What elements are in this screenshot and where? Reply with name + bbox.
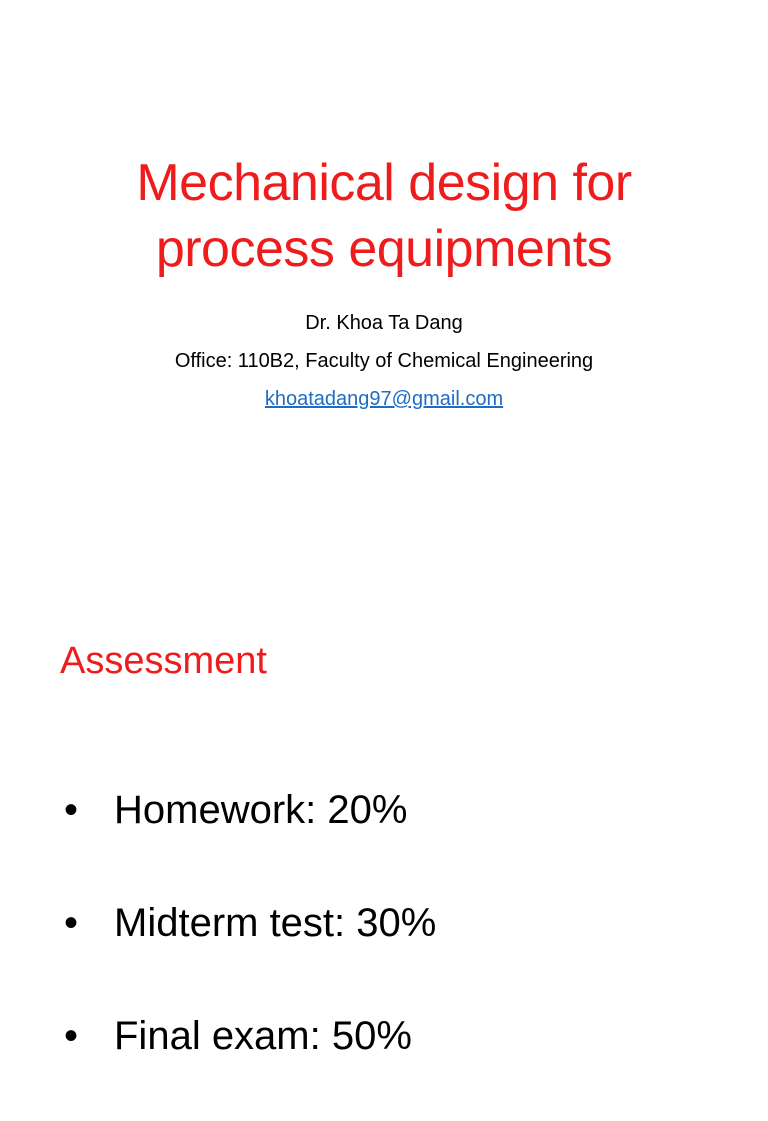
list-item-midterm [64,895,436,951]
slide-title-line-1: Mechanical design for [136,154,632,212]
office-info: Office: 110B2, Faculty of Chemical Engineering [174,350,594,372]
list-item-text: Final exam: 50% [114,1013,412,1058]
assessment-list [64,782,436,1121]
slide-title-line-2: process equipments [155,220,613,278]
list-item-final [64,1008,436,1064]
slide-title [0,150,768,282]
bullet-icon: • [64,787,79,832]
list-item-homework [64,782,436,838]
title-block [0,150,768,282]
assessment-heading: Assessment [60,640,267,682]
subtitle-block [0,304,768,418]
list-item-text: Homework: 20% [114,787,408,832]
list-item-text: Midterm test: 30% [114,900,437,945]
author-name: Dr. Khoa Ta Dang [305,312,463,334]
bullet-icon: • [64,1013,79,1058]
bullet-icon: • [64,900,79,945]
email-link[interactable]: khoatadang97@gmail.com [264,388,504,410]
